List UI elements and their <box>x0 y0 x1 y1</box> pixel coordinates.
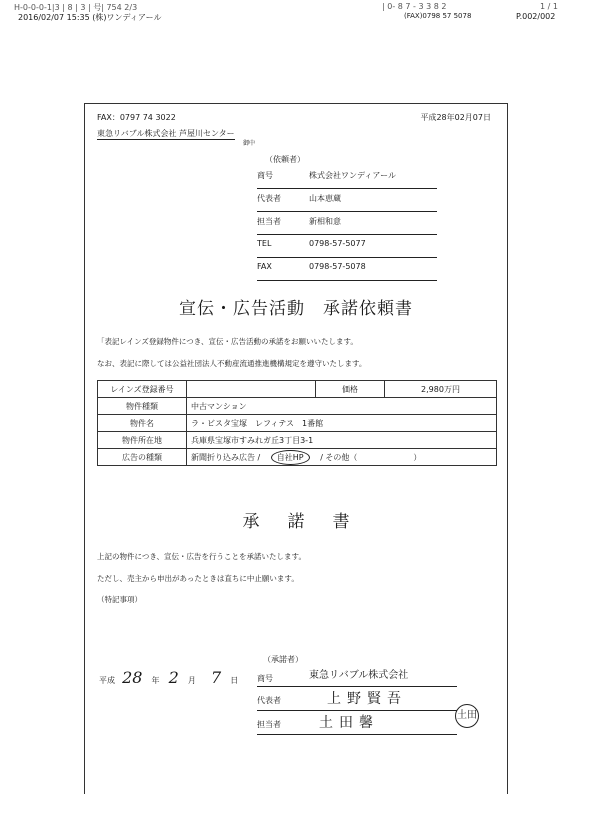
table-row <box>98 381 497 398</box>
recipient-suffix: 御中 <box>243 140 256 147</box>
document-title: 宣伝・広告活動 承諾依頼書 <box>179 299 413 319</box>
ad-option-own-hp-circled: 自社HP <box>271 450 310 465</box>
requester-fax-label: FAX <box>257 262 272 271</box>
fax-header-line2-left: 2016/02/07 15:35 (株)ワンディアール <box>18 13 162 22</box>
price-value: 2,980万円 <box>385 381 497 398</box>
consenter-company-row <box>257 666 457 687</box>
ad-type-label: 広告の種類 <box>98 449 187 466</box>
consent-line-2: ただし、売主から申出があったときは直ちに中止願います。 <box>97 574 299 583</box>
requester-tel-value: 0798-57-5077 <box>309 239 366 248</box>
table-row <box>98 449 497 466</box>
fax-header-line1-right: | 0- 8 7 - 3 3 8 2 <box>382 2 447 11</box>
date-day: 7 <box>211 668 222 687</box>
table-row <box>98 415 497 432</box>
date-month: 2 <box>168 668 179 687</box>
requester-rows <box>257 170 437 281</box>
body-line-1: 「表記レインズ登録物件につき、宣伝・広告活動の承諾をお願いいたします。 <box>97 337 358 346</box>
consenter-rep-value: 上野賢吾 <box>327 691 407 707</box>
consenter-rep-row <box>257 688 457 711</box>
consent-title: 承諾書 <box>242 512 378 532</box>
property-table <box>97 380 497 466</box>
property-name-value: ラ・ビスタ宝塚 レフィテス 1番館 <box>187 415 497 432</box>
fax-header-line1-left: H-0-0-0-1|3 | 8 | 3 | 号| 754 2/3 <box>14 3 138 12</box>
recipient-name: 東急リバブル株式会社 芦屋川センター <box>97 129 235 138</box>
requester-row <box>257 239 437 258</box>
date-era: 平成 <box>99 676 115 685</box>
date-year: 28 <box>122 668 143 687</box>
fax-header-line2-mid: (FAX)0798 57 5078 <box>404 12 472 20</box>
consenter-staff-value: 土田馨 <box>319 715 379 731</box>
signature-date <box>99 668 238 687</box>
requester-staff-label: 担当者 <box>257 217 281 226</box>
ad-option-newspaper: 新聞折り込み広告 / <box>191 452 261 462</box>
consenter-company-value: 東急リバブル株式会社 <box>309 670 409 681</box>
consenter-staff-row <box>257 712 457 735</box>
requester-row <box>257 262 437 281</box>
date-month-label: 月 <box>187 676 196 685</box>
reins-number-value <box>187 381 316 398</box>
property-location-value: 兵庫県宝塚市すみれガ丘3丁目3-1 <box>187 432 497 449</box>
request-document <box>84 103 508 794</box>
fax-header-page: P.002/002 <box>516 12 556 21</box>
body-line-2: なお、表記に際しては公益社団法人不動産流通推進機構規定を遵守いたします。 <box>97 359 367 368</box>
date-year-label: 年 <box>151 676 160 685</box>
reins-number-label: レインズ登録番号 <box>98 381 187 398</box>
header-fax: FAX：0797 74 3022 <box>97 113 176 122</box>
requester-section-label: （依頼者） <box>265 155 305 164</box>
consent-special-notes: （特記事項） <box>97 595 142 604</box>
table-row <box>98 398 497 415</box>
property-name-label: 物件名 <box>98 415 187 432</box>
consent-line-1: 上記の物件につき、宣伝・広告を行うことを承諾いたします。 <box>97 552 306 561</box>
header-date: 平成28年02月07日 <box>420 113 491 122</box>
price-label: 価格 <box>316 381 385 398</box>
personal-seal-stamp: 土田 <box>455 704 479 728</box>
consenter-rep-label: 代表者 <box>257 696 281 705</box>
fax-header-line1-far: 1 / 1 <box>540 2 558 11</box>
requester-company-value: 株式会社ワンディアール <box>309 171 396 180</box>
requester-row <box>257 216 437 235</box>
table-row <box>98 432 497 449</box>
requester-tel-label: TEL <box>257 239 272 248</box>
requester-row <box>257 170 437 189</box>
requester-fax-value: 0798-57-5078 <box>309 262 366 271</box>
ad-type-options <box>187 449 497 466</box>
requester-rep-value: 山本恵蔵 <box>309 194 341 203</box>
requester-staff-value: 新相和意 <box>309 217 341 226</box>
consenter-staff-label: 担当者 <box>257 720 281 729</box>
date-day-label: 日 <box>230 676 239 685</box>
requester-rep-label: 代表者 <box>257 194 281 203</box>
requester-company-label: 商号 <box>257 171 273 180</box>
property-location-label: 物件所在地 <box>98 432 187 449</box>
property-type-value: 中古マンション <box>187 398 497 415</box>
ad-option-other: / その他（ ） <box>320 452 422 462</box>
fax-transmission-header <box>0 2 613 28</box>
requester-row <box>257 193 437 212</box>
consenter-company-label: 商号 <box>257 674 273 683</box>
property-type-label: 物件種類 <box>98 398 187 415</box>
consenter-section-label: （承諾者） <box>263 655 303 664</box>
